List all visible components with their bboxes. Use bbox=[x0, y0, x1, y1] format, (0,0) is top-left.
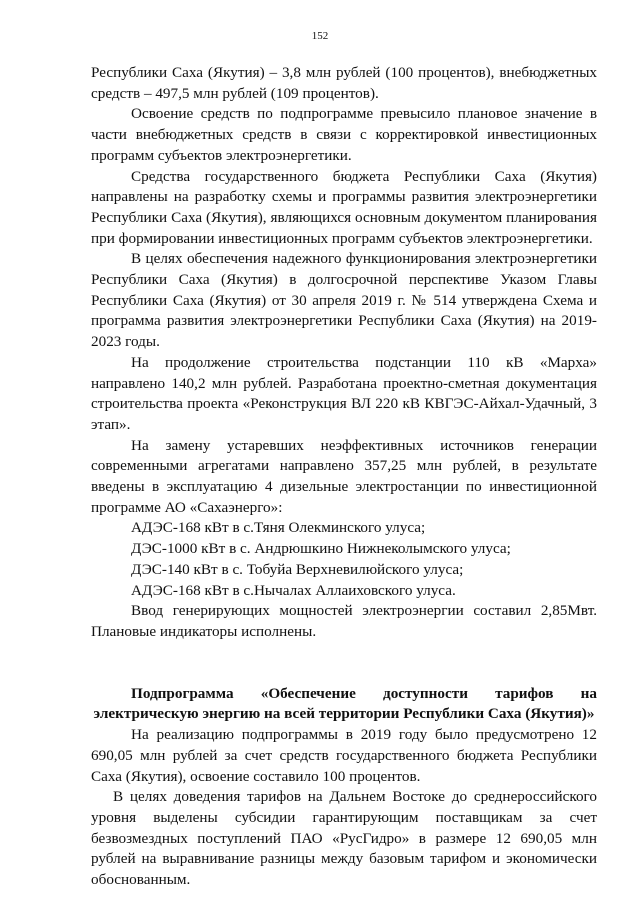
list-item: ДЭС-1000 кВт в с. Андрюшкино Нижнеколымского улуса; bbox=[131, 540, 511, 558]
section-spacer bbox=[91, 643, 597, 684]
list-item: ДЭС-140 кВт в с. Тобуйа Верхневилюйского улуса; bbox=[131, 560, 464, 578]
paragraph-budget-continuation: Республики Саха (Якутия) – 3,8 млн рублей (100 процентов), внебюджетных средств – 497,5 млн рублей (109 процентов). bbox=[91, 64, 597, 102]
page-number: 152 bbox=[311, 30, 329, 42]
paragraph-subprogram-funding: На реализацию подпрограммы в 2019 году было предусмотрено 12 690,05 млн рублей за счет средств государственного бюджета Республики Саха (Якутия), освоение составило 100 процентов. bbox=[91, 726, 597, 785]
list-item: АДЭС-168 кВт в с.Тяня Олекминского улуса; bbox=[131, 519, 426, 537]
document-body bbox=[91, 63, 597, 891]
list-item: АДЭС-168 кВт в с.Нычалах Аллаиховского улуса. bbox=[131, 581, 456, 599]
paragraph-substation: На продолжение строительства подстанции 110 кВ «Марха» направлено 140,2 млн рублей. Разработана проектно-сметная документация строительства проекта «Реконструкция ВЛ 220 кВ КВГЭС-Айхал-Удачный, 3 этап». bbox=[91, 353, 597, 433]
paragraph-generation-replacement: На замену устаревших неэффективных источников генерации современными агрегатами направлено 357,25 млн рублей, в результате введены в эксплуатацию 4 дизельные электростанции по инвестиционной программе АО «Сахаэнерго»: bbox=[91, 436, 597, 516]
paragraph-capacity: Ввод генерирующих мощностей электроэнергии составил 2,85Мвт. Плановые индикаторы исполнены. bbox=[91, 602, 597, 640]
paragraph-subsidies: В целях доведения тарифов на Дальнем Востоке до среднероссийского уровня выделены субсидии гарантирующим поставщикам за счет безвозмездных поступлений ПАО «РусГидро» в размере 12 690,05 млн рублей на выравнивание разницы между базовым тарифом и экономически обоснованным. bbox=[91, 788, 597, 889]
paragraph-state-budget: Средства государственного бюджета Республики Саха (Якутия) направлены на разработку схемы и программы развития электроэнергетики Республики Саха (Якутия), являющихся основным документом планирования при формировании инвестиционных программ субъектов электроэнергетики. bbox=[91, 167, 597, 247]
paragraph-decree: В целях обеспечения надежного функционирования электроэнергетики Республики Саха (Якутия) в долгосрочной перспективе Указом Главы Республики Саха (Якутия) от 30 апреля 2019 г. № 514 утверждена Схема и программа развития электроэнергетики Республики Саха (Якутия) на 2019-2023 годы. bbox=[91, 250, 597, 351]
paragraph-extrabudget: Освоение средств по подпрограмме превысило плановое значение в части внебюджетных средств в связи с корректировкой инвестиционных программ субъектов электроэнергетики. bbox=[91, 105, 597, 164]
subprogram-heading: Подпрограмма «Обеспечение доступности тарифов на электрическую энергию на всей территории Республики Саха (Якутия)» bbox=[93, 684, 597, 723]
